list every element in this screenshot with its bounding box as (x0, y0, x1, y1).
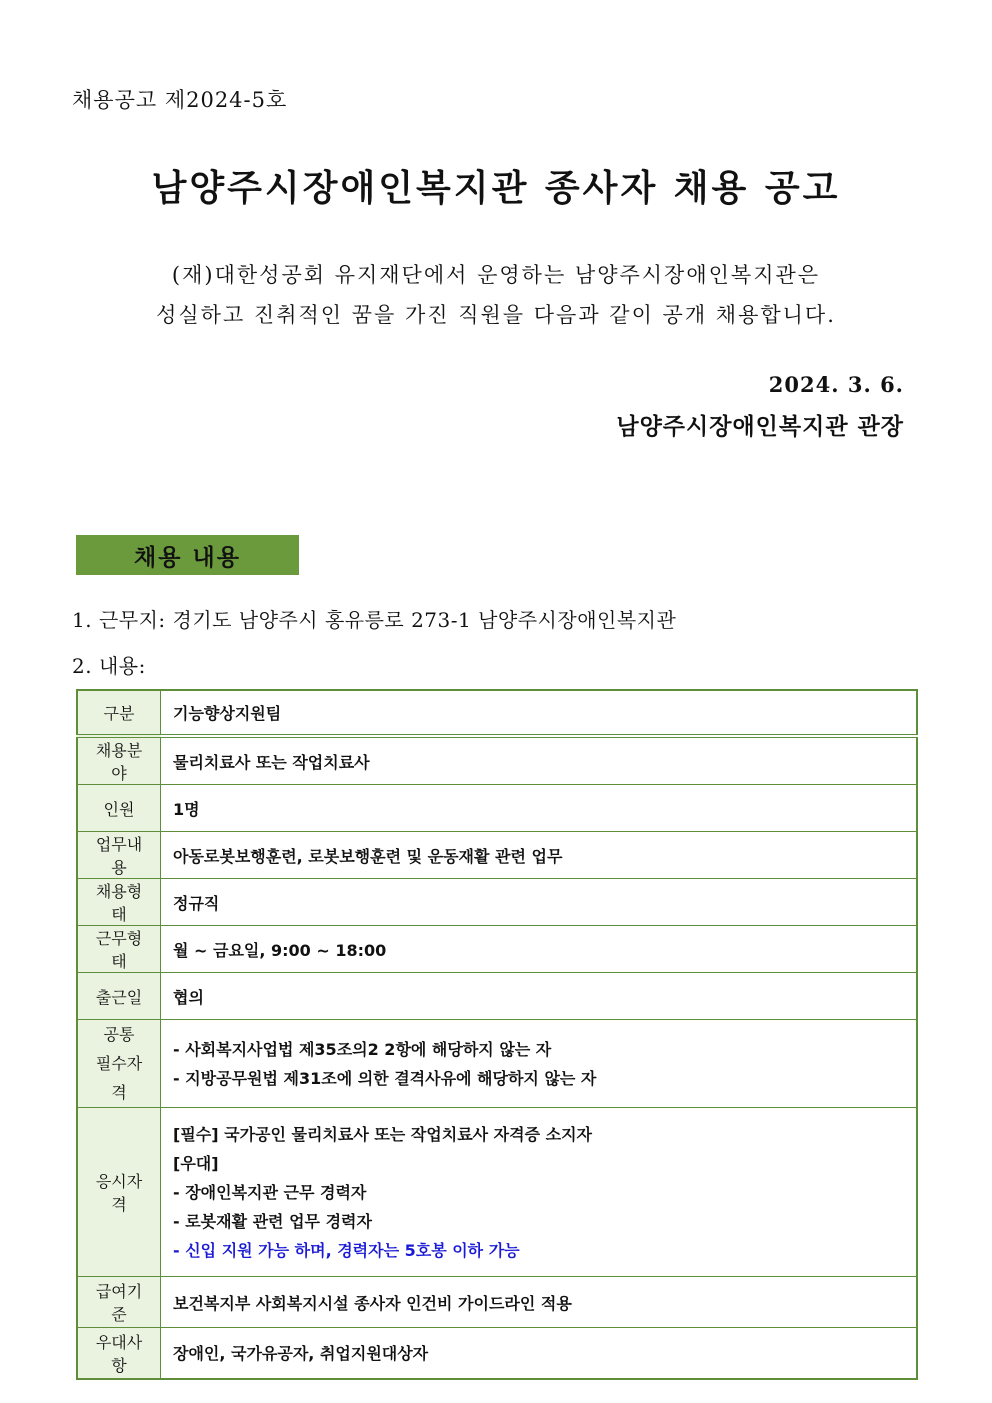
row-label: 우대사항 (77, 1328, 161, 1379)
eligibility-line: [우대] (173, 1153, 219, 1173)
row-value: 기능향상지원팀 (161, 690, 918, 736)
row-label: 응시자격 (77, 1108, 161, 1277)
row-label: 근무형태 (77, 926, 161, 973)
row-value: 정규직 (161, 879, 918, 926)
table-row (77, 926, 917, 973)
row-label-line: 필수자격 (95, 1054, 143, 1102)
content-item: 2. 내용: (72, 654, 146, 678)
intro-line-2: 성실하고 진취적인 꿈을 가진 직원을 다음과 같이 공개 채용합니다. (156, 303, 836, 327)
row-value: 협의 (161, 973, 918, 1020)
row-value: 장애인, 국가유공자, 취업지원대상자 (161, 1328, 918, 1379)
signer: 남양주시장애인복지관 관장 (616, 413, 904, 440)
table-row (77, 690, 917, 736)
intro-text (0, 255, 992, 335)
table-row (77, 736, 917, 785)
row-value: 물리치료사 또는 작업치료사 (161, 736, 918, 785)
row-label: 구분 (77, 690, 161, 736)
workplace-item: 1. 근무지: 경기도 남양주시 홍유릉로 273-1 남양주시장애인복지관 (72, 608, 677, 632)
table-row (77, 1108, 917, 1277)
row-label: 채용분야 (77, 736, 161, 785)
table-row (77, 832, 917, 879)
document-number: 채용공고 제2024-5호 (72, 88, 288, 112)
row-label: 출근일 (77, 973, 161, 1020)
row-value: 아동로봇보행훈련, 로봇보행훈련 및 운동재활 관련 업무 (161, 832, 918, 879)
row-label (77, 1020, 161, 1108)
row-value (161, 1108, 918, 1277)
row-value (161, 1020, 918, 1108)
eligibility-note: - 신입 지원 가능 하며, 경력자는 5호봉 이하 가능 (173, 1240, 520, 1260)
row-value: 1명 (161, 785, 918, 832)
table-row (77, 1020, 917, 1108)
qualification-line: - 지방공무원법 제31조에 의한 결격사유에 해당하지 않는 자 (173, 1068, 597, 1088)
table-row (77, 1328, 917, 1379)
announcement-date: 2024. 3. 6. (768, 372, 904, 397)
qualification-line: - 사회복지사업법 제35조의2 2항에 해당하지 않는 자 (173, 1039, 552, 1059)
page-title: 남양주시장애인복지관 종사자 채용 공고 (151, 167, 841, 209)
row-value: 보건복지부 사회복지시설 종사자 인건비 가이드라인 적용 (161, 1277, 918, 1328)
eligibility-line: - 장애인복지관 근무 경력자 (173, 1182, 367, 1202)
row-label: 인원 (77, 785, 161, 832)
row-label-line: 공통 (103, 1025, 135, 1044)
section-title: 채용 내용 (76, 535, 299, 575)
eligibility-line: - 로봇재활 관련 업무 경력자 (173, 1211, 372, 1231)
table-row (77, 785, 917, 832)
row-label: 급여기준 (77, 1277, 161, 1328)
recruitment-table (76, 689, 918, 1380)
table-row (77, 973, 917, 1020)
row-label: 채용형태 (77, 879, 161, 926)
eligibility-line: [필수] 국가공인 물리치료사 또는 작업치료사 자격증 소지자 (173, 1124, 592, 1144)
table-row (77, 1277, 917, 1328)
row-label: 업무내용 (77, 832, 161, 879)
table-row (77, 879, 917, 926)
row-value: 월 ~ 금요일, 9:00 ~ 18:00 (161, 926, 918, 973)
intro-line-1: (재)대한성공회 유지재단에서 운영하는 남양주시장애인복지관은 (171, 263, 821, 287)
